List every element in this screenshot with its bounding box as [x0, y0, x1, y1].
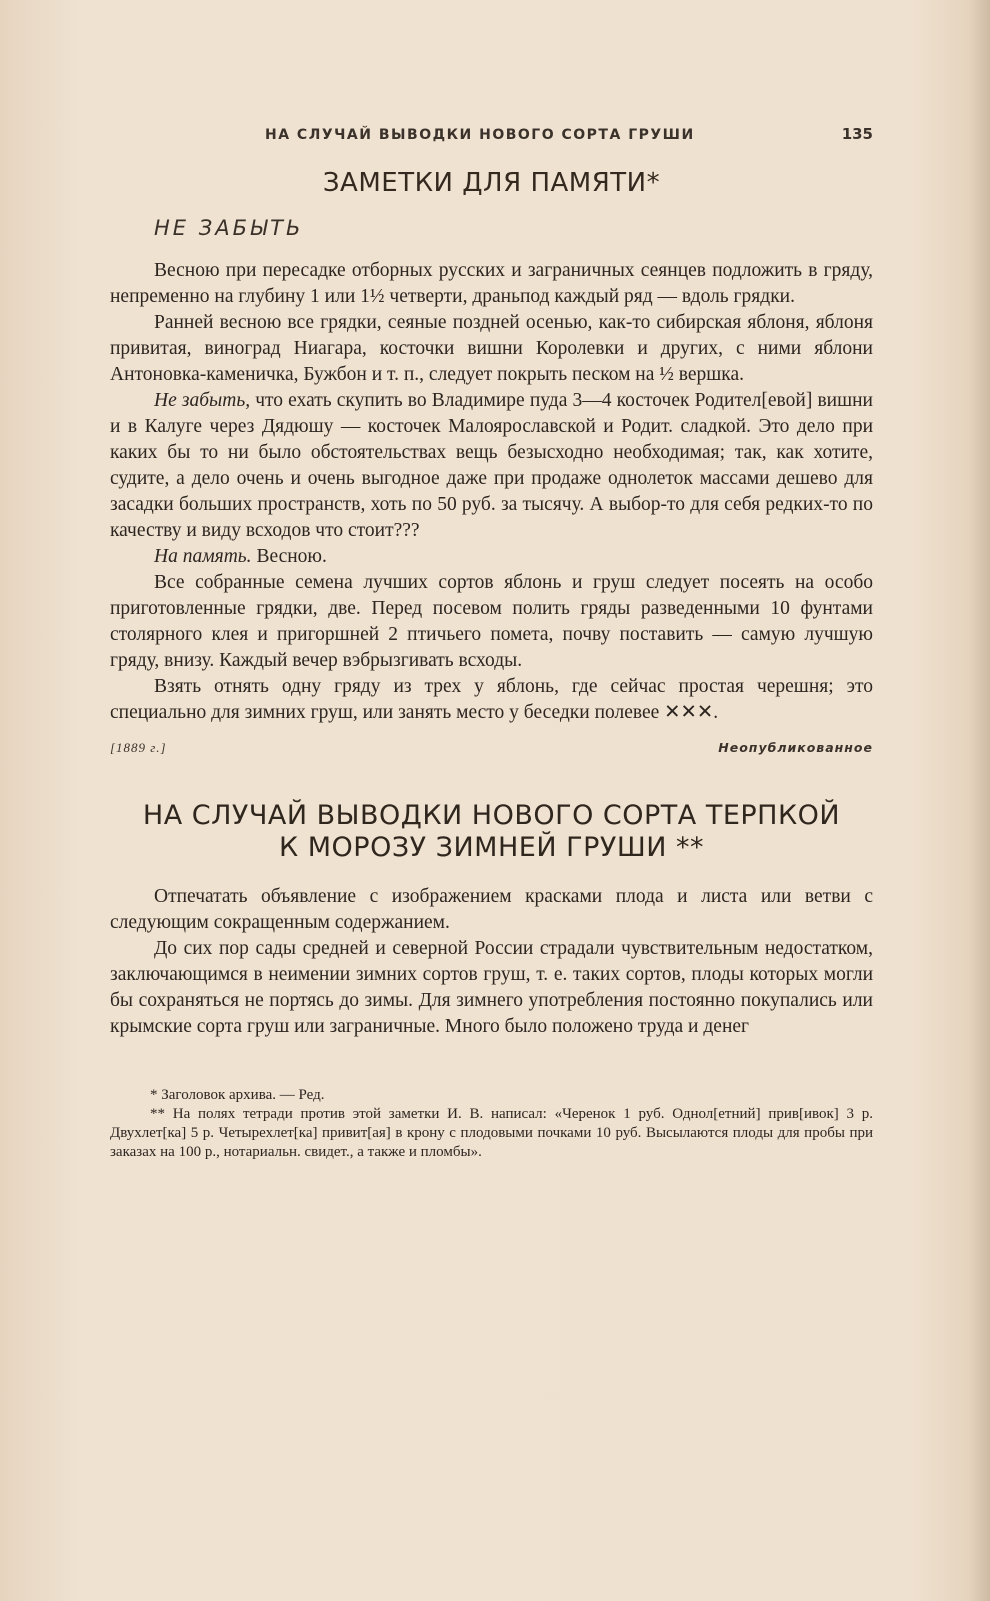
paragraph: Отпечатать объявление с изображением красками плода и листа или ветви с следующим сокращенным содержанием.: [110, 886, 873, 933]
page-number: 135: [841, 125, 873, 143]
page-edge-shadow: [968, 0, 990, 1601]
section1-subtitle: НЕ ЗАБЫТЬ: [154, 216, 304, 240]
section2-body: [110, 884, 873, 1040]
paragraph: [110, 388, 873, 544]
footnotes: [110, 1086, 873, 1162]
section1-title: ЗАМЕТКИ ДЛЯ ПАМЯТИ*: [322, 168, 661, 198]
section1-body: [110, 258, 873, 726]
footnote: ** На полях тетради против этой заметки И. В. написал: «Черенок 1 руб. Однол[етний] прив[ивок] 3 р. Двухлет[ка] 5 р. Четырехлет[ка] привит[ая] в крону с плодовыми почками 10 руб. Высылаются плоды для пробы при заказах на 100 р., нотариальн. свидет., а также и пломбы».: [110, 1106, 873, 1160]
section2-title: [110, 800, 873, 864]
paragraph: Ранней весною все грядки, сеяные поздней осенью, как-то сибирская яблоня, яблоня привитая, виноград Ниагара, косточки вишни Королевки и других, с ними яблони Антоновка-каменичка, Бужбон и т. п., следует покрыть песком на ½ вершка.: [110, 312, 873, 385]
paragraph: Все собранные семена лучших сортов яблонь и груш следует посеять на особо приготовленные грядки, две. Перед посевом полить гряды разведенными 10 фунтами столярного клея и пригоршней 2 птичьего помета, почву поставить — самую лучшую гряду, внизу. Каждый вечер вэбрызгивать всходы.: [110, 572, 873, 671]
paragraph: До сих пор сады средней и северной России страдали чувствительным недостатком, заключающимся в неимении зимних сортов груш, т. е. таких сортов, плоды которых могли бы сохраняться не портясь до зимы. Для зимнего употребления постоянно покупались или крымские сорта груш или заграничные. Много было положено труда и денег: [110, 938, 873, 1037]
publication-note: Неопубликованное: [718, 740, 873, 755]
paragraph: Взять отнять одну гряду из трех у яблонь, где сейчас простая черешня; это специально для зимних груш, или занять место у беседки полевее ✕✕✕.: [110, 676, 873, 723]
footnote: * Заголовок архива. — Ред.: [150, 1087, 325, 1103]
page-content: [110, 120, 873, 1162]
paragraph: [110, 544, 873, 570]
paragraph-text: что ехать скупить во Владимире пуда 3—4 косточек Родител[евой] вишни и в Калуге через Дядюшу — косточек Малоярославской и Родит. сладкой. Это дело при каких бы то ни было обстоятельствах вещь безысходно необходимая; так, как хотите, судите, а дело очень и очень выгодное даже при продаже однолеток массами дешево для засадки больших пространств, хоть по 50 руб. за тысячу. А выбор-то для себя редких-то по качеству и виду всходов что стоит???: [110, 390, 873, 541]
running-head: [110, 120, 873, 146]
emphasis: Не забыть,: [154, 390, 251, 411]
paragraph: Весною при пересадке отборных русских и заграничных сеянцев подложить в гряду, непременно на глубину 1 или 1½ четверти, драньпод каждый ряд — вдоль грядки.: [110, 260, 873, 307]
paragraph-text: Весною.: [251, 546, 327, 567]
running-head-title: НА СЛУЧАЙ ВЫВОДКИ НОВОГО СОРТА ГРУШИ: [265, 127, 695, 143]
section1-signature: [110, 740, 873, 762]
section2-title-line1: НА СЛУЧАЙ ВЫВОДКИ НОВОГО СОРТА ТЕРПКОЙ: [142, 800, 841, 831]
section2-title-line2: К МОРОЗУ ЗИМНЕЙ ГРУШИ **: [279, 832, 704, 863]
emphasis: На память.: [154, 546, 252, 567]
date-note: [1889 г.]: [110, 740, 167, 755]
